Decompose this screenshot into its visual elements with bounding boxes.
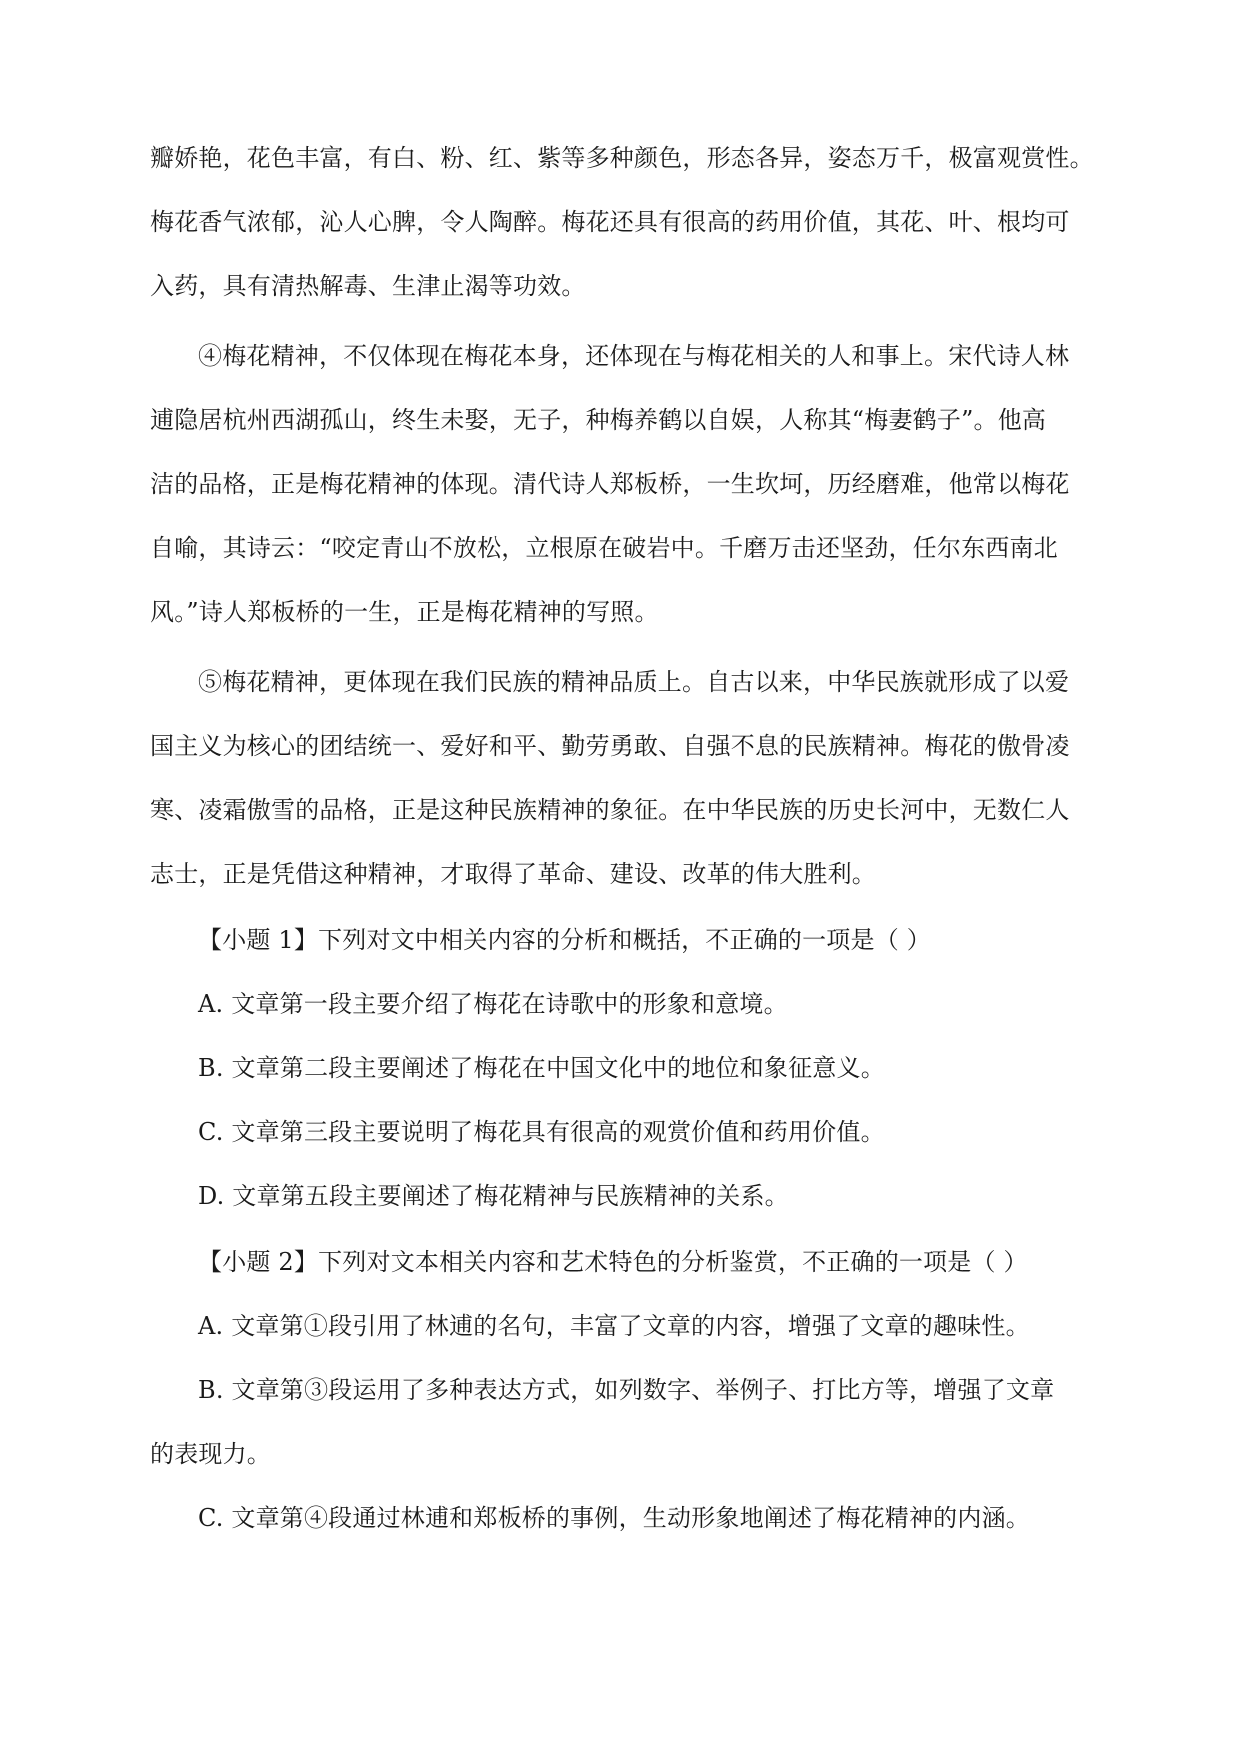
text-line: 梅花香气浓郁，沁人心脾，令人陶醉。梅花还具有很高的药用价值，其花、叶、根均可: [150, 208, 1070, 236]
question-2-option-c: C. 文章第④段通过林逋和郑板桥的事例，生动形象地阐述了梅花精神的内涵。: [198, 1504, 1030, 1532]
question-1-option-d: D. 文章第五段主要阐述了梅花精神与民族精神的关系。: [198, 1182, 789, 1210]
text-line: 风。”诗人郑板桥的一生，正是梅花精神的写照。: [150, 598, 659, 626]
text-line: 自喻，其诗云：“咬定青山不放松，立根原在破岩中。千磨万击还坚劲，任尔东西南北: [150, 534, 1058, 562]
question-1-option-c: C. 文章第三段主要说明了梅花具有很高的观赏价值和药用价值。: [198, 1118, 885, 1146]
question-1-option-b: B. 文章第二段主要阐述了梅花在中国文化中的地位和象征意义。: [198, 1054, 885, 1082]
text-line: 入药，具有清热解毒、生津止渴等功效。: [150, 272, 586, 300]
text-line: 瓣娇艳，花色丰富，有白、粉、红、紫等多种颜色，形态各异，姿态万千，极富观赏性。: [150, 144, 1094, 172]
text-line: 逋隐居杭州西湖孤山，终生未娶，无子，种梅养鹤以自娱，人称其“梅妻鹤子”。他高: [150, 406, 1047, 434]
question-1-stem: 【小题 1】下列对文中相关内容的分析和概括，不正确的一项是（ ）: [198, 926, 931, 954]
question-2-option-b-continued: 的表现力。: [150, 1440, 271, 1468]
text-line: ⑤梅花精神，更体现在我们民族的精神品质上。自古以来，中华民族就形成了以爱: [198, 668, 1070, 696]
question-2-stem: 【小题 2】下列对文本相关内容和艺术特色的分析鉴赏，不正确的一项是（ ）: [198, 1248, 1028, 1276]
text-line: ④梅花精神，不仅体现在梅花本身，还体现在与梅花相关的人和事上。宋代诗人林: [198, 342, 1070, 370]
text-line: 洁的品格，正是梅花精神的体现。清代诗人郑板桥，一生坎坷，历经磨难，他常以梅花: [150, 470, 1070, 498]
question-2-option-b: B. 文章第③段运用了多种表达方式，如列数字、举例子、打比方等，增强了文章: [198, 1376, 1055, 1404]
text-line: 国主义为核心的团结统一、爱好和平、勤劳勇敢、自强不息的民族精神。梅花的傲骨凌: [150, 732, 1070, 760]
question-1-option-a: A. 文章第一段主要介绍了梅花在诗歌中的形象和意境。: [198, 990, 788, 1018]
text-line: 志士，正是凭借这种精神，才取得了革命、建设、改革的伟大胜利。: [150, 860, 876, 888]
question-2-option-a: A. 文章第①段引用了林逋的名句，丰富了文章的内容，增强了文章的趣味性。: [198, 1312, 1030, 1340]
text-line: 寒、凌霜傲雪的品格，正是这种民族精神的象征。在中华民族的历史长河中，无数仁人: [150, 796, 1070, 824]
